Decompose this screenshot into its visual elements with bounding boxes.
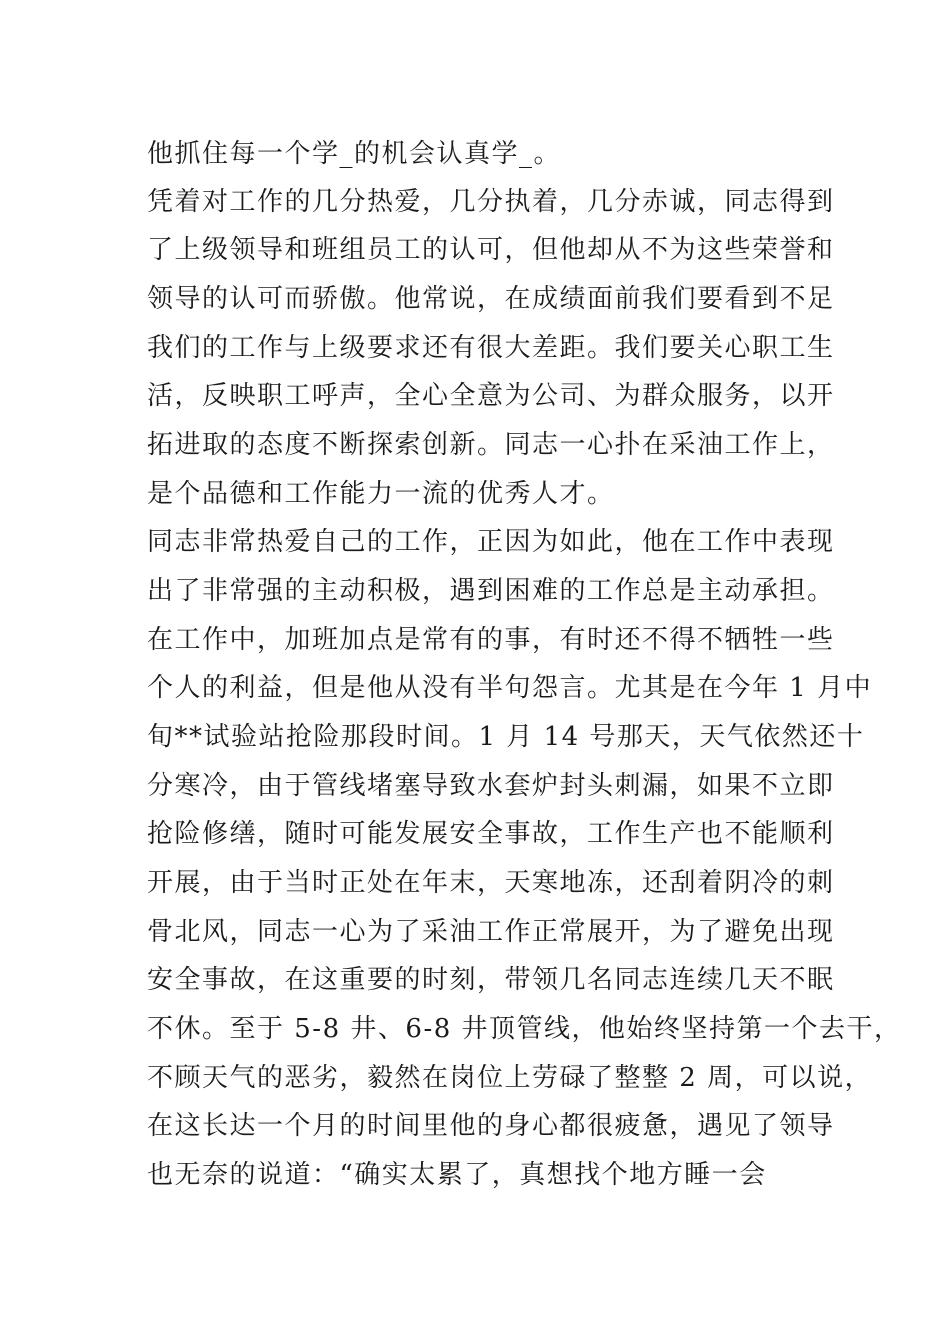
text-line: 分寒冷，由于管线堵塞导致水套炉封头刺漏，如果不立即 bbox=[147, 771, 835, 801]
text-line: 了上级领导和班组员工的认可，但他却从不为这些荣誉和 bbox=[147, 235, 835, 265]
text-line: 凭着对工作的几分热爱，几分执着，几分赤诚，同志得到 bbox=[147, 187, 835, 217]
text-line: 出了非常强的主动积极，遇到困难的工作总是主动承担。 bbox=[147, 576, 835, 606]
text-line: 领导的认可而骄傲。他常说，在成绩面前我们要看到不足 bbox=[147, 284, 835, 314]
text-line: 骨北风，同志一心为了采油工作正常展开，为了避免出现 bbox=[147, 917, 835, 947]
text-line: 安全事故，在这重要的时刻，带领几名同志连续几天不眠 bbox=[147, 965, 835, 995]
text-line: 抢险修缮，随时可能发展安全事故，工作生产也不能顺利 bbox=[147, 819, 835, 849]
text-line: 不休。至于 5-8 井、6-8 井顶管线，他始终坚持第一个去干， bbox=[147, 1014, 902, 1044]
text-line: 开展，由于当时正处在年末，天寒地冻，还刮着阴冷的刺 bbox=[147, 868, 835, 898]
text-line: 不顾天气的恶劣，毅然在岗位上劳碌了整整 2 周，可以说， bbox=[147, 1063, 873, 1093]
text-line: 在工作中，加班加点是常有的事，有时还不得不牺牲一些 bbox=[147, 625, 835, 655]
text-line: 也无奈的说道：“确实太累了，真想找个地方睡一会 bbox=[147, 1160, 767, 1190]
text-line: 同志非常热爱自己的工作，正因为如此，他在工作中表现 bbox=[147, 527, 835, 557]
text-line: 活，反映职工呼声，全心全意为公司、为群众服务，以开 bbox=[147, 381, 835, 411]
text-line: 旬**试验站抢险那段时间。1 月 14 号那天，天气依然还十 bbox=[147, 722, 865, 752]
text-line: 在这长达一个月的时间里他的身心都很疲惫，遇见了领导 bbox=[147, 1111, 835, 1141]
text-line: 他抓住每一个学_的机会认真学_。 bbox=[147, 139, 562, 169]
text-line: 拓进取的态度不断探索创新。同志一心扑在采油工作上， bbox=[147, 430, 835, 460]
text-line: 我们的工作与上级要求还有很大差距。我们要关心职工生 bbox=[147, 333, 835, 363]
text-line: 个人的利益，但是他从没有半句怨言。尤其是在今年 1 月中 bbox=[147, 673, 873, 703]
text-line: 是个品德和工作能力一流的优秀人才。 bbox=[147, 479, 615, 509]
